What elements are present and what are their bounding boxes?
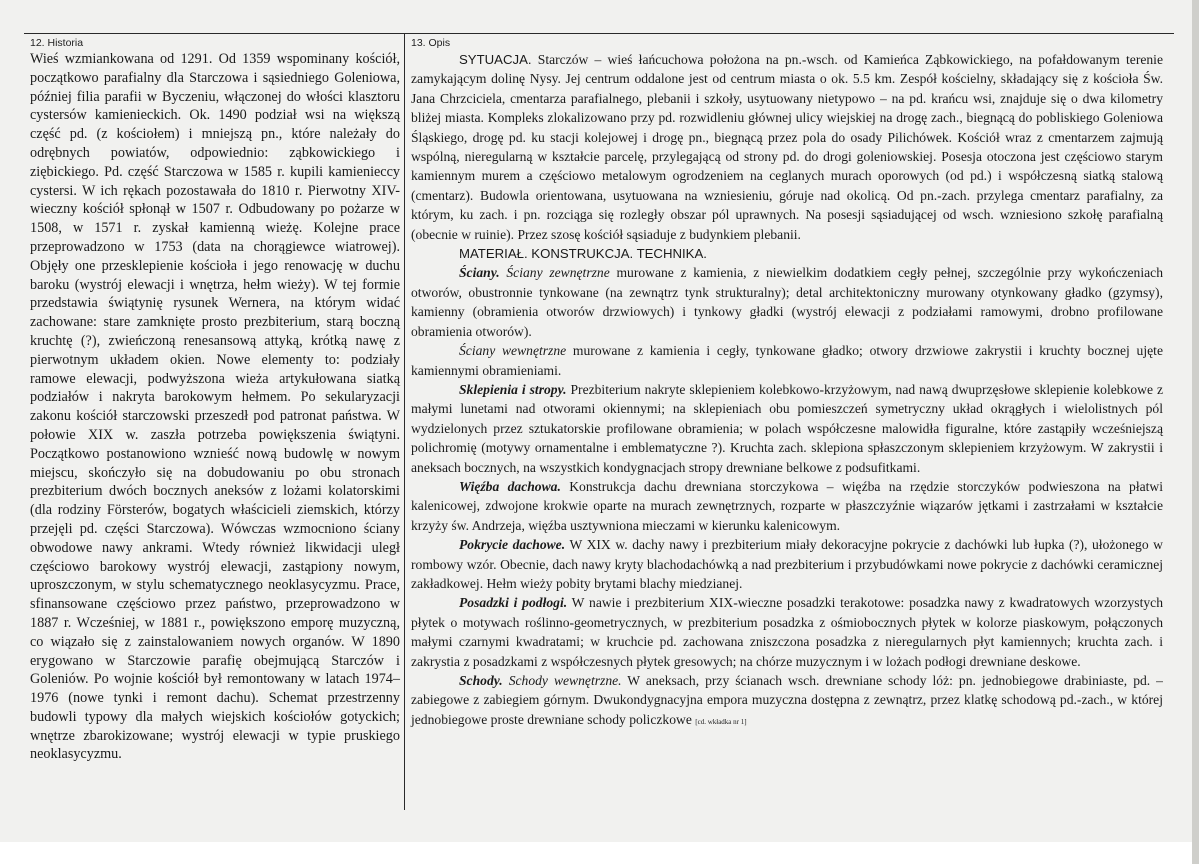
wiezba-paragraph [411, 477, 1163, 535]
schody-title: Schody. [459, 673, 503, 688]
sciany-title: Ściany. [459, 265, 500, 281]
sciany-wewnetrzne-paragraph [411, 341, 1163, 380]
historia-section [30, 37, 400, 764]
sklepienia-title: Sklepienia i stropy. [459, 381, 567, 397]
sklepienia-paragraph [411, 380, 1163, 477]
sciany-zew-label: Ściany zewnętrzne [506, 265, 610, 281]
sciany-zew-text: murowane z kamienia, z niewielkim dodatkiem cegły pełnej, szczególnie przy wykończeniach otworów, obustronnie tynkowane (na zewnątrz tynk strukturalny); detal architektoniczny murowany otynkowany gładko (gzymsy), kamienny (obramienia otworów drzwiowych) i tynkowy gładki (wystrój elewacji z podziałami ramowymi, drobno profilowane obramienia otworów). [411, 265, 1163, 339]
historia-label: 12. Historia [30, 37, 84, 49]
record-sheet [24, 33, 1174, 804]
scan-edge-shadow [1192, 0, 1199, 864]
sytuacja-text: Starczów – wieś łańcuchowa położona na pn.-wsch. od Kamieńca Ząbkowickiego, na pofałdowanym terenie zamykającym dolinę Nysy. Jej centrum oddalone jest od centrum miasta o ok. 5.5 km. Zespół kościelny, składający się z kościoła Św. Jana Chrzciciela, cmentarza parafialnego, plebanii i szkoły, usytuowany nietypowo – na pd. krańcu wsi, znajduje się o dwa kilometry bliżej miasta. Kompleks zlokalizowano przy pd. rozwidleniu głównej ulicy wiejskiej na drogę zach., biegnącą do pobliskiego Goleniowa Śląskiego, drogę pd. ku stacji kolejowej i drogę pn., biegnącą przez pola do osady Pilichówek. Kościół wraz z cmentarzem zajmują wspólną, nieregularną w kształcie parcelę, przylegającą od strony pd. do drogi goleniowskiej. Posesja otoczona jest częściowo starym kamiennym murem a częściowo metalowym ogrodzeniem na ceglanych murach oporowych (od pd.) i współczesną siatką stalową (cmentarz). Budowla orientowana, usytuowana na wzniesieniu, góruje nad okolicą. Od pn.-zach. przylega cmentarz parafialny, za którym, ku zach. i pn. rozciąga się rozległy obszar pól uprawnych. Na posesji sąsiadującej od wsch. wzniesiono szkołę parafialną (obecnie w ruinie). Przez szosę kościół sąsiaduje z budynkiem plebanii. [411, 52, 1163, 242]
pokrycie-text: W XIX w. dachy nawy i prezbiterium miały dekoracyjne pokrycie z dachówki lub łupka (?), ułożonego w rombowy wzór. Obecnie, dach nawy kryty blachodachówką a nad prezbiterium i przybudówkami nowe pokrycie z dachówki ceramicznej zakładkowej. Hełm wieży pobity brytami blachy miedzianej. [411, 537, 1163, 591]
wiezba-title: Więźba dachowa. [459, 478, 561, 494]
schody-paragraph [411, 671, 1163, 732]
opis-section [411, 37, 1163, 732]
column-divider [404, 34, 405, 810]
opis-label: 13. Opis [411, 37, 451, 49]
sytuacja-paragraph [411, 50, 1163, 244]
sciany-wew-label: Ściany wewnętrzne [459, 343, 567, 359]
historia-text: Wieś wzmiankowana od 1291. Od 1359 wspominany kościół, początkowo parafialny dla Starczowa i sąsiedniego Goleniowa, później filia parafii w Byczeniu, włączonej do włości klasztoru cystersów kamienieckich. Ok. 1490 podział wsi na większą część pd. (z kościołem) i mniejszą pn., które należały do odrębnych powiatów, odpowiednio: ząbkowickiego i ziębickiego. Pd. część Starczowa w 1585 r. kupili kamienieccy cystersi. W ich rękach pozostawała do 1810 r. Pierwotny XIV-wieczny kościół spłonął w 1507 r. Odbudowany po pożarze w 1508, w 1571 r. zyskał kamienną wieżę. Kolejne prace przeprowadzono w 1753 (data na chorągiewce wiatrowej). Objęły one przesklepienie kościoła i jego renowację w duchu baroku (wystrój elewacji i wnętrza, hełm wieży). W tej formie przedstawia świątynię rysunek Wernera, na którym widać zachowane: stare zamknięte prosto prezbiterium, starą boczną kruchtę (?), zwieńczoną renesansową attyką, krótką nawę z pierwotnym układem okien. Nowe elementy to: podziały ramowe elewacji, podwyższona wieża artykułowana siatką podziałów i nakryta barokowym hełmem. Po sekularyzacji zakonu kościół starczowski przeszedł pod patronat państwa. W połowie XIX w. zaszła potrzeba powiększenia świątyni. Początkowo postanowiono wznieść nową budowlę w nowym miejscu, skończyło się na dobudowaniu po obu stronach prezbiterium dwóch bocznych aneksów z lożami kolatorskimi (dla rodziny Försterów, bogatych właścicieli ziemskich, którzy przejęli pd. części Starczowa). Wówczas wzmocniono ściany obwodowe nawy ankrami. Wtedy również likwidacji uległ częściowo barokowy wystrój elewacji, zastąpiony nowym, uproszczonym, w stylu schematycznego neoklasycyzmu. Prace, sfinansowane częściowo przez państwo, przeprowadzono w 1887 r. Wcześniej, w 1881 r., powiększono emporę muzyczną, co wiązało się z zainstalowaniem nowych organów. W 1890 erygowano w Starczowie parafię obejmującą Starczów i Goleniów. Po wojnie kościół był remontowany w latach 1974–1976 (nowe tynki i remont dachu). Schemat przestrzenny budowli typowy dla małych wiejskich kościołów gotyckich; wnętrze zbarokizowane; wystrój elewacji w typie pruskiego neoklasycyzmu. [30, 51, 400, 763]
posadzki-title: Posadzki i podłogi. [459, 595, 568, 611]
page-bottom-margin [0, 842, 1199, 864]
schody-text: W aneksach, przy ścianach wsch. drewniane schody lóż: pn. jednobiegowe drabiniaste, pd. – zabiegowe z zabiegiem górnym. Dwukondygnacyjna empora muzyczna dostępna z zewnątrz, przez klatkę schodową pd.-zach., w której jednobiegowe proste drewniane schody policzkowe [411, 673, 1163, 727]
sytuacja-title: SYTUACJA. [459, 52, 532, 67]
schody-wew-label: Schody wewnętrzne. [508, 673, 622, 688]
posadzki-text: W nawie i prezbiterium XIX-wieczne posadzki terakotowe: posadzka nawy z kwadratowych wzorzystych płytek o motywach roślinno-geometrycznych, w prezbiterium posadzka z ośmiobocznych płytek w kolorze piaskowym, połączonych małymi czarnymi kwadratami; w kruchcie pd. zachowana zniszczona posadzka z nieregularnych płyt kamiennych; kruchta zach. i zakrystia z posadzkami z współczesnych płytek gresowych; na chórze muzycznym i w lożach podłogi drewniane deskowe. [411, 595, 1163, 669]
material-heading: MATERIAŁ. KONSTRUKCJA. TECHNIKA. [459, 246, 707, 262]
posadzki-paragraph [411, 593, 1163, 671]
wiezba-text: Konstrukcja dachu drewniana storczykowa – więźba na rzędzie storczyków podwieszona na płatwi kalenicowej, zdwojone krokwie oparte na murach zewnętrznych, rozparte w płaszczyźnie wiązarów jętkami i zastrzałami w kształcie krzyży św. Andrzeja, więźba usztywniona mieczami w kierunku kalenicowym. [411, 478, 1163, 533]
continuation-note: [cd. wkładka nr 1] [695, 717, 747, 726]
sciany-zewnetrzne-paragraph [411, 263, 1163, 341]
sklepienia-text: Prezbiterium nakryte sklepieniem kolebkowo-krzyżowym, nad nawą dwuprzęsłowe sklepienie kolebkowe z małymi lunetami nad otworami okiennymi; na sklepieniach obu pomieszczeń symetryczny układ okrągłych i wielolistnych pól wydzielonych przez sztukatorskie profilowane obramienia; w polach współczesne malowidła figuralne, które zastąpiły wcześniejszą polichromię (motywy ornamentalne i emblematyczne ?). Kruchta zach. sklepiona spłaszczonym sklepieniem krzyżowym. W zakrystii i aneksach bocznych, na wszystkich kondygnacjach stropy drewniane belkowe z podsufitkami. [411, 381, 1163, 475]
pokrycie-title: Pokrycie dachowe. [459, 537, 566, 553]
pokrycie-paragraph [411, 535, 1163, 593]
sciany-wew-text: murowane z kamienia i cegły, tynkowane gładko; otwory drzwiowe zakrystii i kruchty bocznej ujęte kamiennymi obramieniami. [411, 343, 1163, 378]
